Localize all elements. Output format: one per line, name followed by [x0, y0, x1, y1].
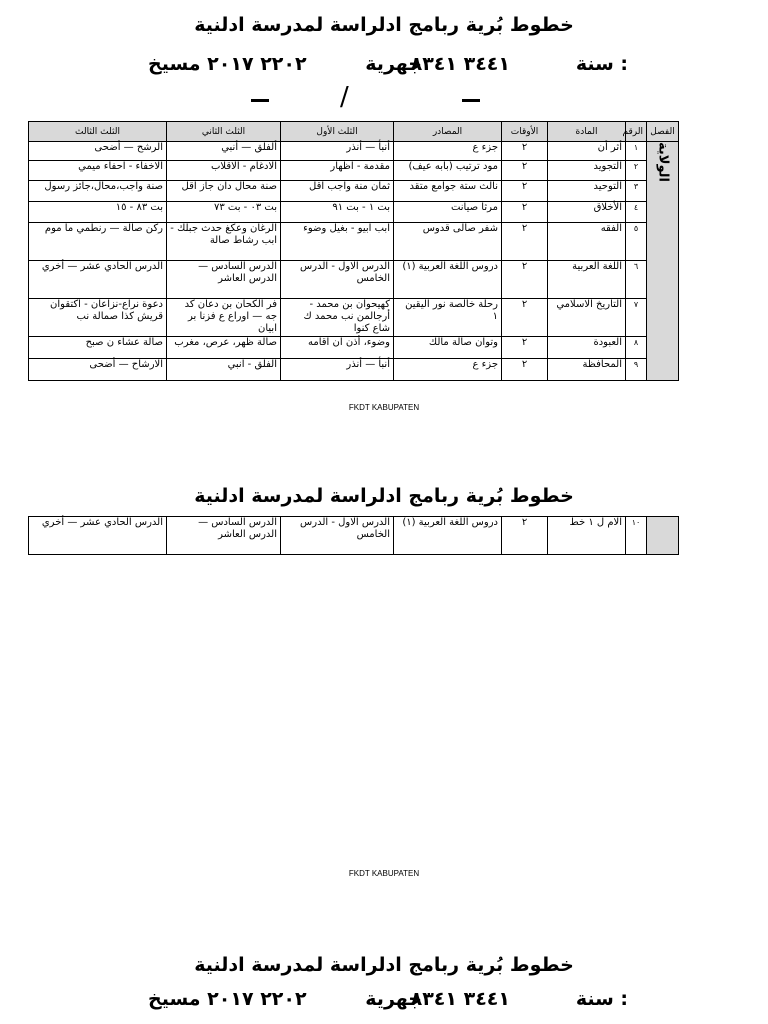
term1-cell: وضوء، أذن ان اقامه	[281, 337, 394, 359]
table-row	[29, 261, 679, 299]
table-row	[29, 359, 679, 381]
hours-cell: ٢	[502, 299, 548, 337]
hours-cell: ٢	[502, 337, 548, 359]
term3-cell: الرشح — أضحى	[29, 142, 167, 161]
term2-cell: الدرس السادس — الدرس العاشر	[167, 517, 281, 555]
term1-cell: الدرس الاول - الدرس الخامس	[281, 517, 394, 555]
source-cell: مرثا صيانت	[394, 202, 502, 223]
section-label: الولاية	[655, 142, 671, 182]
table-row	[29, 337, 679, 359]
source-cell: جزء ع	[394, 359, 502, 381]
subject-cell: اللغة العربية	[548, 261, 626, 299]
term2-cell: الادغام - الاقلاب	[167, 161, 281, 181]
column-header: المصادر	[394, 122, 502, 142]
row-number: ١٠	[626, 517, 647, 555]
hours-cell: ٢	[502, 161, 548, 181]
term1-cell: الدرس الاول - الدرس الخامس	[281, 261, 394, 299]
term1-cell: أنبأ — أنذر	[281, 142, 394, 161]
term3-cell: بت ٨٣ - ١٥	[29, 202, 167, 223]
row-number: ٦	[626, 261, 647, 299]
table-row	[29, 223, 679, 261]
term3-cell: صالة عشاء ن صبح	[29, 337, 167, 359]
section-cell	[647, 142, 679, 381]
term2-cell: بت ٠٣ - بت ٧٣	[167, 202, 281, 223]
term1-cell: كهيحوان بن محمد - أرجالمن نب محمد ك شاع كنوا	[281, 299, 394, 337]
hours-cell: ٢	[502, 181, 548, 202]
row-number: ٩	[626, 359, 647, 381]
row-number: ٢	[626, 161, 647, 181]
page-title: خطوط بُرية ربامج ادلراسة لمدرسة ادلنية	[194, 14, 574, 36]
column-header: الثلث الثاني	[167, 122, 281, 142]
source-cell: جزء ع	[394, 142, 502, 161]
table-row	[29, 142, 679, 161]
column-header: الثلث الثالث	[29, 122, 167, 142]
table-header-row	[29, 122, 679, 142]
blank-dash	[462, 99, 480, 102]
column-header: الأوقات	[502, 122, 548, 142]
hours-cell: ٢	[502, 202, 548, 223]
page-title: خطوط بُرية ربامج ادلراسة لمدرسة ادلنية	[194, 485, 574, 507]
column-header: الثلث الأول	[281, 122, 394, 142]
term1-cell: ثمان منة واجب اقل	[281, 181, 394, 202]
hours-cell: ٢	[502, 261, 548, 299]
source-cell: شفر صالى قدوس	[394, 223, 502, 261]
subject-cell: الفقه	[548, 223, 626, 261]
gregorian-numbers: ٢٢٠٢ ٢٠١٧ مسيخ	[148, 988, 307, 1010]
hours-cell: ٢	[502, 359, 548, 381]
source-cell: نالث ستة جوامع متقد	[394, 181, 502, 202]
source-cell: دروس اللغة العربية (١)	[394, 517, 502, 555]
term2-cell: صنة محال دان جاز اقل	[167, 181, 281, 202]
table-row	[29, 161, 679, 181]
table-row	[29, 299, 679, 337]
hijri-numbers: ٣٤٤١ ٨٣٤١	[410, 988, 510, 1010]
table-row	[29, 181, 679, 202]
term2-cell: ألفلق — أنبي	[167, 142, 281, 161]
term3-cell: الدرس الحادي عشر — أخري	[29, 261, 167, 299]
schedule-table-continued	[28, 516, 679, 555]
term3-cell: الاخفاء - احفاء ميمي	[29, 161, 167, 181]
source-cell: رحلة خالصة نور اليقين ١	[394, 299, 502, 337]
section-cell	[647, 517, 679, 555]
row-number: ٨	[626, 337, 647, 359]
term1-cell: ابب ابيو - بغيل وضوء	[281, 223, 394, 261]
term3-cell: صنة واجب،محال،جائز رسول	[29, 181, 167, 202]
schedule-table	[28, 121, 679, 381]
term3-cell: الارشاح — أضحى	[29, 359, 167, 381]
gregorian-numbers: ٢٢٠٢ ٢٠١٧ مسيخ	[148, 53, 307, 75]
row-number: ٣	[626, 181, 647, 202]
row-number: ١	[626, 142, 647, 161]
blank-dash	[251, 99, 269, 102]
source-cell: مود ترتيب (بابه عيف)	[394, 161, 502, 181]
term3-cell: ركن صالة — رنطمي ما موم	[29, 223, 167, 261]
year-line	[148, 53, 628, 79]
column-header: الفصل	[647, 122, 679, 142]
row-number: ٥	[626, 223, 647, 261]
subject-cell: التاريخ الاسلامي	[548, 299, 626, 337]
column-header: الرقم	[626, 122, 647, 142]
hours-cell: ٢	[502, 223, 548, 261]
hours-cell: ٢	[502, 517, 548, 555]
year-label: سنة :	[575, 53, 628, 75]
term3-cell: دعوة نراع-نزاعان - اكتقوان قريش كذا صمالة نب	[29, 299, 167, 337]
subject-cell: أثر أن	[548, 142, 626, 161]
subject-cell: الام ل ١ خط	[548, 517, 626, 555]
hijri-label: جهرية	[365, 53, 422, 75]
row-number: ٤	[626, 202, 647, 223]
hijri-label: جهرية	[365, 988, 422, 1010]
subject-cell: العبودة	[548, 337, 626, 359]
term2-cell: الفلق - انبي	[167, 359, 281, 381]
subject-cell: التوحيد	[548, 181, 626, 202]
term2-cell: فر الكحان بن دعان كد جه — اوراع ع فزنا بر ابيان	[167, 299, 281, 337]
table-row	[29, 517, 679, 555]
footer-text: FKDT KABUPATEN	[348, 869, 420, 878]
year-line	[148, 988, 628, 1014]
footer-text: FKDT KABUPATEN	[348, 403, 420, 412]
term3-cell: الدرس الحادي عشر — أخري	[29, 517, 167, 555]
hours-cell: ٢	[502, 142, 548, 161]
year-label: سنة :	[575, 988, 628, 1010]
row-number: ٧	[626, 299, 647, 337]
term1-cell: أنبأ — أنذر	[281, 359, 394, 381]
date-slash: /	[340, 82, 349, 112]
subject-cell: المحافظة	[548, 359, 626, 381]
table-row	[29, 202, 679, 223]
term2-cell: صالة ظهر، عرص، مغرب	[167, 337, 281, 359]
term2-cell: الدرس السادس — الدرس العاشر	[167, 261, 281, 299]
term1-cell: مقدمة - اظهار	[281, 161, 394, 181]
subject-cell: التجويد	[548, 161, 626, 181]
source-cell: وتوان صالة مالك	[394, 337, 502, 359]
term2-cell: الرغان وعكغ حدث جبلك - ابب رشاط صالة	[167, 223, 281, 261]
hijri-numbers: ٣٤٤١ ٨٣٤١	[410, 53, 510, 75]
source-cell: دروس اللغة العربية (١)	[394, 261, 502, 299]
page-title: خطوط بُرية ربامج ادلراسة لمدرسة ادلنية	[194, 954, 574, 976]
subject-cell: الأخلاق	[548, 202, 626, 223]
term1-cell: بت ١ - بت ٩١	[281, 202, 394, 223]
column-header: المادة	[548, 122, 626, 142]
